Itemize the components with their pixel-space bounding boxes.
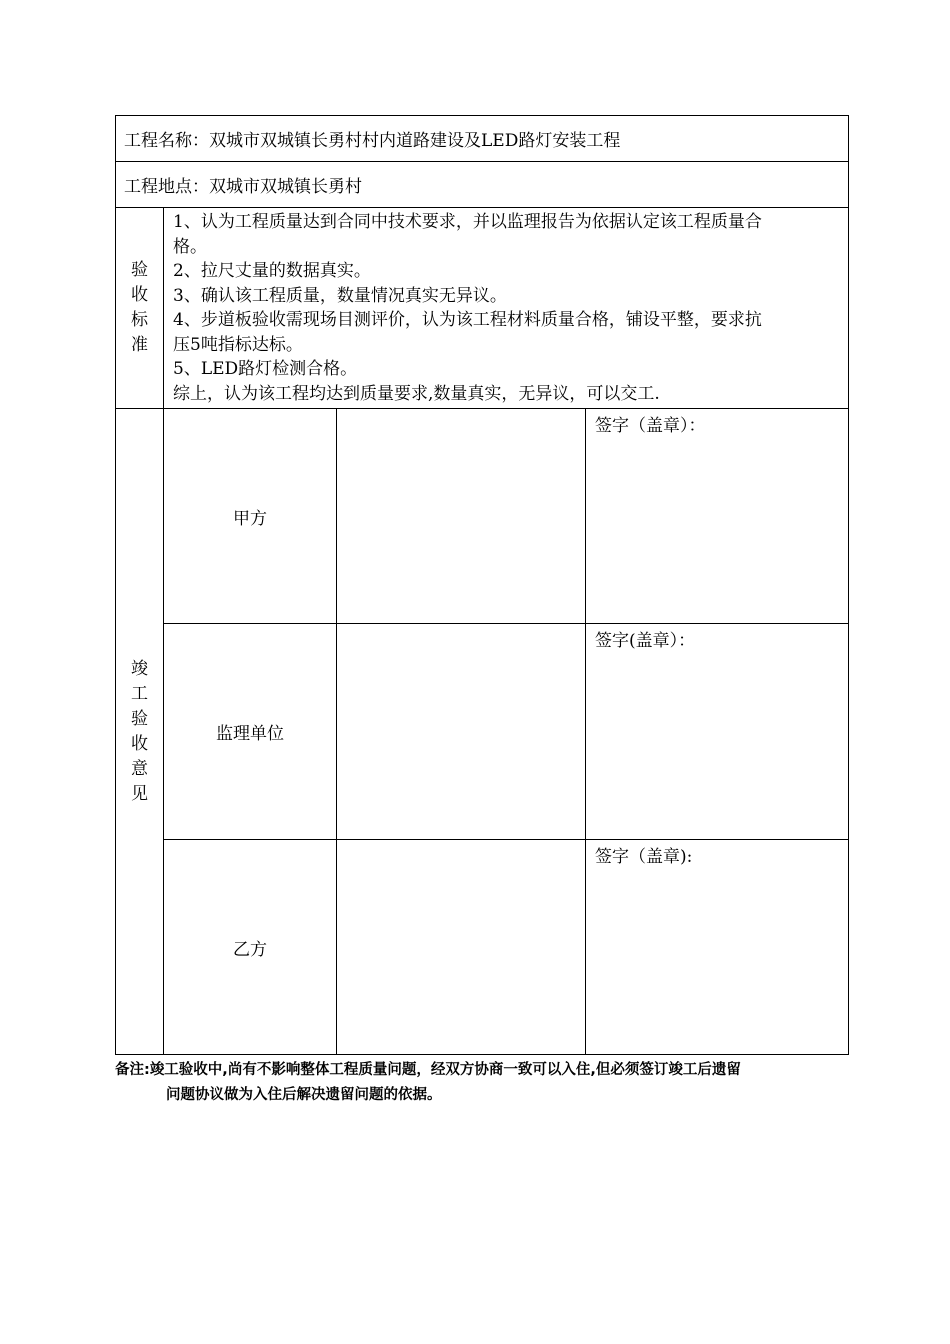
party-row-contractor [116, 840, 849, 1055]
acceptance-form-table [115, 115, 849, 1055]
remarks-note [115, 1058, 855, 1108]
acceptance-label-char: 验 [131, 708, 148, 729]
criteria-line: 2、拉尺丈量的数据真实。 [173, 261, 371, 281]
criteria-content [164, 208, 849, 409]
signature-cell-contractor[interactable]: 签字（盖章): [586, 840, 849, 1055]
criteria-label-char: 准 [131, 335, 148, 355]
acceptance-label-char: 见 [131, 783, 148, 804]
criteria-line: 5、LED路灯检测合格。 [173, 359, 358, 379]
opinion-cell-supervisor[interactable] [337, 624, 586, 840]
opinion-cell-client[interactable] [337, 409, 586, 624]
project-name: 工程名称：双城市双城镇长勇村村内道路建设及LED路灯安装工程 [116, 116, 849, 162]
remarks-text-1: 竣工验收中,尚有不影响整体工程质量问题，经双方协商一致可以入住,但必须签订竣工后遗留 [149, 1062, 741, 1078]
criteria-line: 3、确认该工程质量，数量情况真实无异议。 [173, 285, 507, 306]
criteria-line: 4、步道板验收需现场目测评价，认为该工程材料质量合格，铺设平整，要求抗 [173, 310, 762, 330]
party-row-supervisor [116, 624, 849, 840]
party-name-contractor: 乙方 [164, 840, 337, 1055]
criteria-line: 综上，认为该工程均达到质量要求,数量真实，无异议，可以交工. [173, 383, 660, 404]
party-row-client [116, 409, 849, 624]
project-location-row [116, 162, 849, 208]
remarks-label: 备注: [115, 1062, 150, 1078]
criteria-label-char: 收 [131, 285, 148, 305]
acceptance-label-char: 收 [131, 733, 148, 754]
project-name-row [116, 116, 849, 162]
acceptance-opinion-label [116, 409, 164, 1055]
party-name-supervisor: 监理单位 [164, 624, 337, 840]
criteria-row [116, 208, 849, 409]
criteria-label-char: 验 [131, 260, 148, 280]
acceptance-label-char: 竣 [131, 658, 148, 679]
criteria-line: 压5吨指标达标。 [173, 334, 303, 355]
signature-cell-client[interactable]: 签字（盖章）： [586, 409, 849, 624]
remarks-line-2: 问题协议做为入住后解决遗留问题的依据。 [166, 1087, 442, 1103]
criteria-line: 格。 [173, 236, 207, 257]
criteria-label [116, 208, 164, 409]
party-name-client: 甲方 [164, 409, 337, 624]
acceptance-label-char: 工 [131, 683, 148, 704]
criteria-label-char: 标 [131, 310, 148, 330]
signature-cell-supervisor[interactable]: 签字(盖章）： [586, 624, 849, 840]
remarks-line-1 [115, 1058, 855, 1083]
criteria-line: 1、认为工程质量达到合同中技术要求，并以监理报告为依据认定该工程质量合 [173, 212, 762, 232]
acceptance-label-char: 意 [131, 758, 148, 779]
opinion-cell-contractor[interactable] [337, 840, 586, 1055]
project-location: 工程地点：双城市双城镇长勇村 [116, 162, 849, 208]
